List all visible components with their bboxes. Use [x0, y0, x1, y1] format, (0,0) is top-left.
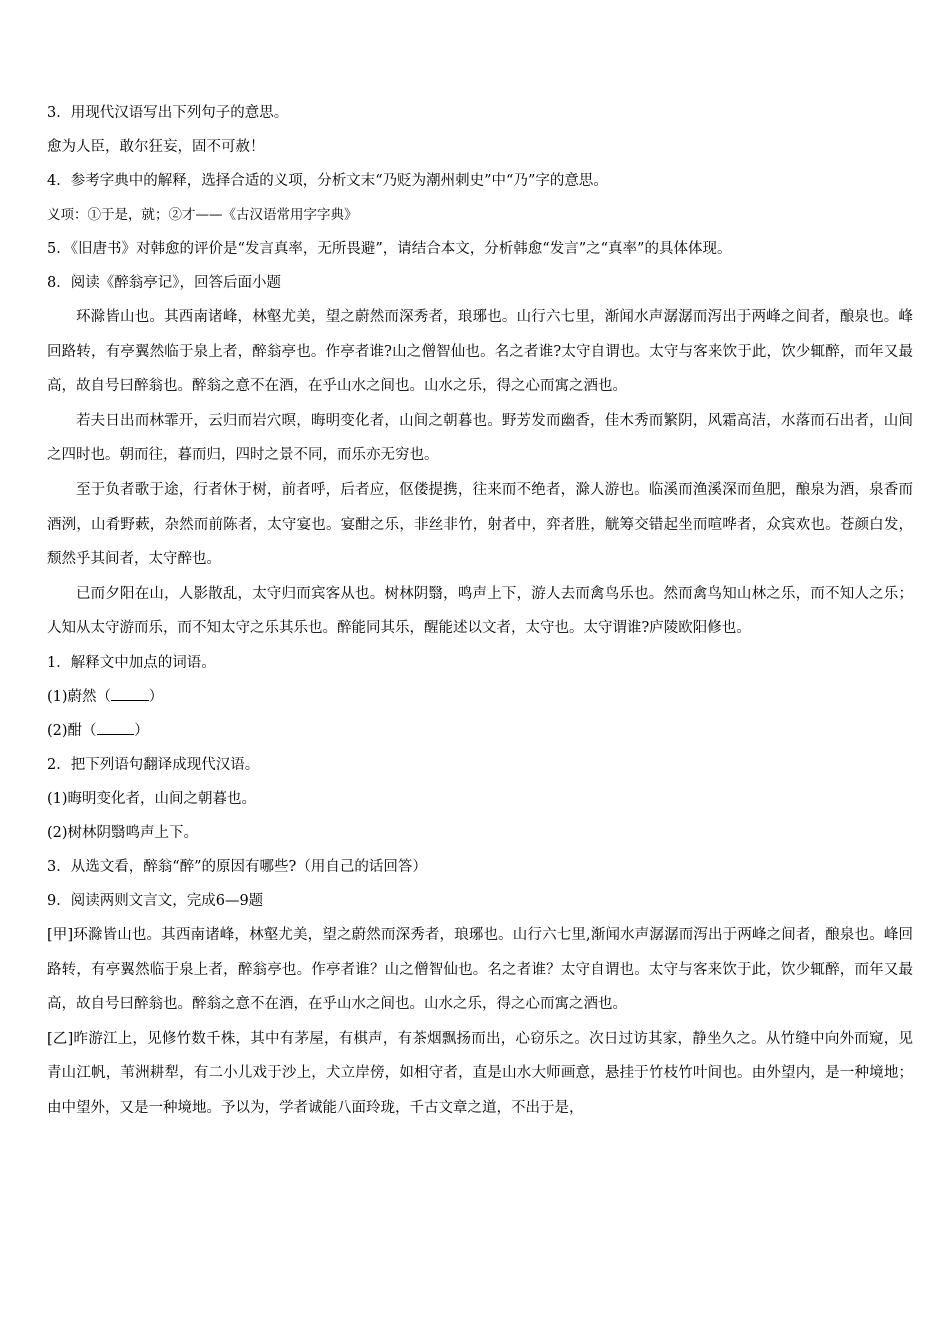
s8-q1: 1．解释文中加点的词语。 — [47, 654, 216, 671]
answer-blank — [111, 685, 149, 701]
s8-q3: 3．从选文看，醉翁“醉”的原因有哪些?（用自己的话回答） — [47, 858, 427, 875]
s8-q1-a-label: (1)蔚然（ — [47, 688, 112, 705]
q5-header: 5．《旧唐书》对韩愈的评价是“发言真率，无所畏避”，请结合本文，分析韩愈“发言”之“真率”的具体体现。 — [47, 241, 732, 257]
s8-passage-paragraph: 至于负者歌于途，行者休于树，前者呼，后者应，伛偻提携，往来而不绝者，滁人游也。临溪而渔溪深而鱼肥，酿泉为酒，泉香而酒洌，山肴野蔌，杂然而前陈者，太守宴也。宴酣之乐，非丝非竹，射者中，弈者胜，觥筹交错起坐而喧哗者，众宾欢也。苍颜白发，颓然乎其间者，太守醉也。 — [47, 481, 913, 568]
q3-sentence: 愈为人臣，敢尔狂妄，固不可赦！ — [47, 139, 265, 155]
q4-header: 4．参考字典中的解释，选择合适的义项，分析文末“乃贬为潮州刺史”中“乃”字的意思。 — [47, 173, 608, 189]
s9-passage-yi: [乙]昨游江上，见修竹数千株，其中有茅屋，有棋声，有茶烟飘扬而出，心窃乐之。次日过访其家，静坐久之。从竹缝中向外而窥，见青山江帆，苇洲耕犁，有二小儿戏于沙上，犬立岸傍，如相守者，直是山水大师画意，悬挂于竹枝竹叶间也。由外望内，是一种境地；由中望外，又是一种境地。予以为，学者诚能八面玲珑，千古文章之道，不出于是， — [47, 1030, 913, 1116]
s8-q2-b: (2)树林阴翳鸣声上下。 — [47, 824, 199, 841]
answer-blank — [97, 719, 135, 735]
s8-q2-a: (1)晦明变化者，山间之朝暮也。 — [47, 790, 257, 807]
s9-passage-jia: [甲]环滁皆山也。其西南诸峰，林壑尤美，望之蔚然而深秀者，琅琊也。山行六七里,渐闻水声潺潺而泻出于两峰之间者，酿泉也。峰回路转，有亭翼然临于泉上者，醉翁亭也。作亭者谁？山之僧智仙也。名之者谁？太守自谓也。太守与客来饮于此，饮少辄醉，而年又最高，故自号曰醉翁也。醉翁之意不在酒，在乎山水之间也。山水之乐，得之心而寓之酒也。 — [47, 926, 913, 1013]
s8-q1-item-b — [47, 714, 913, 748]
s8-header: 8．阅读《醉翁亭记》，回答后面小题 — [47, 275, 281, 291]
s8-passage-paragraph: 环滁皆山也。其西南诸峰，林壑尤美，望之蔚然而深秀者，琅琊也。山行六七里，渐闻水声潺潺而泻出于两峰之间者，酿泉也。峰回路转，有亭翼然临于泉上者，醉翁亭也。作亭者谁?山之僧智仙也。名之者谁?太守自谓也。太守与客来饮于此，饮少辄醉，而年又最高，故自号曰醉翁也。醉翁之意不在酒，在乎山水之间也。山水之乐，得之心而寓之酒也。 — [47, 309, 913, 395]
s8-passage-paragraph: 已而夕阳在山，人影散乱，太守归而宾客从也。树林阴翳，鸣声上下，游人去而禽鸟乐也。然而禽鸟知山林之乐，而不知人之乐；人知从太守游而乐，而不知太守之乐其乐也。醉能同其乐，醒能述以文者，太守也。太守谓谁?庐陵欧阳修也。 — [47, 585, 913, 637]
document-page — [47, 96, 913, 1126]
s9-header: 9．阅读两则文言文，完成6—9题 — [47, 892, 264, 909]
q4-meaning: 义项：①于是，就；②才——《古汉语常用字字典》 — [47, 207, 358, 223]
s8-passage-paragraph: 若夫日出而林霏开，云归而岩穴暝，晦明变化者，山间之朝暮也。野芳发而幽香，佳木秀而繁阴，风霜高洁，水落而石出者，山间之四时也。朝而往，暮而归，四时之景不同，而乐亦无穷也。 — [47, 412, 913, 464]
s8-q1-b-label: (2)酣（ — [47, 722, 97, 739]
q3-header: 3．用现代汉语写出下列句子的意思。 — [47, 105, 289, 121]
paren-close: ） — [148, 688, 164, 705]
s8-q1-item-a — [47, 680, 913, 714]
paren-close: ） — [134, 722, 149, 739]
s8-q2: 2．把下列语句翻译成现代汉语。 — [47, 756, 260, 773]
